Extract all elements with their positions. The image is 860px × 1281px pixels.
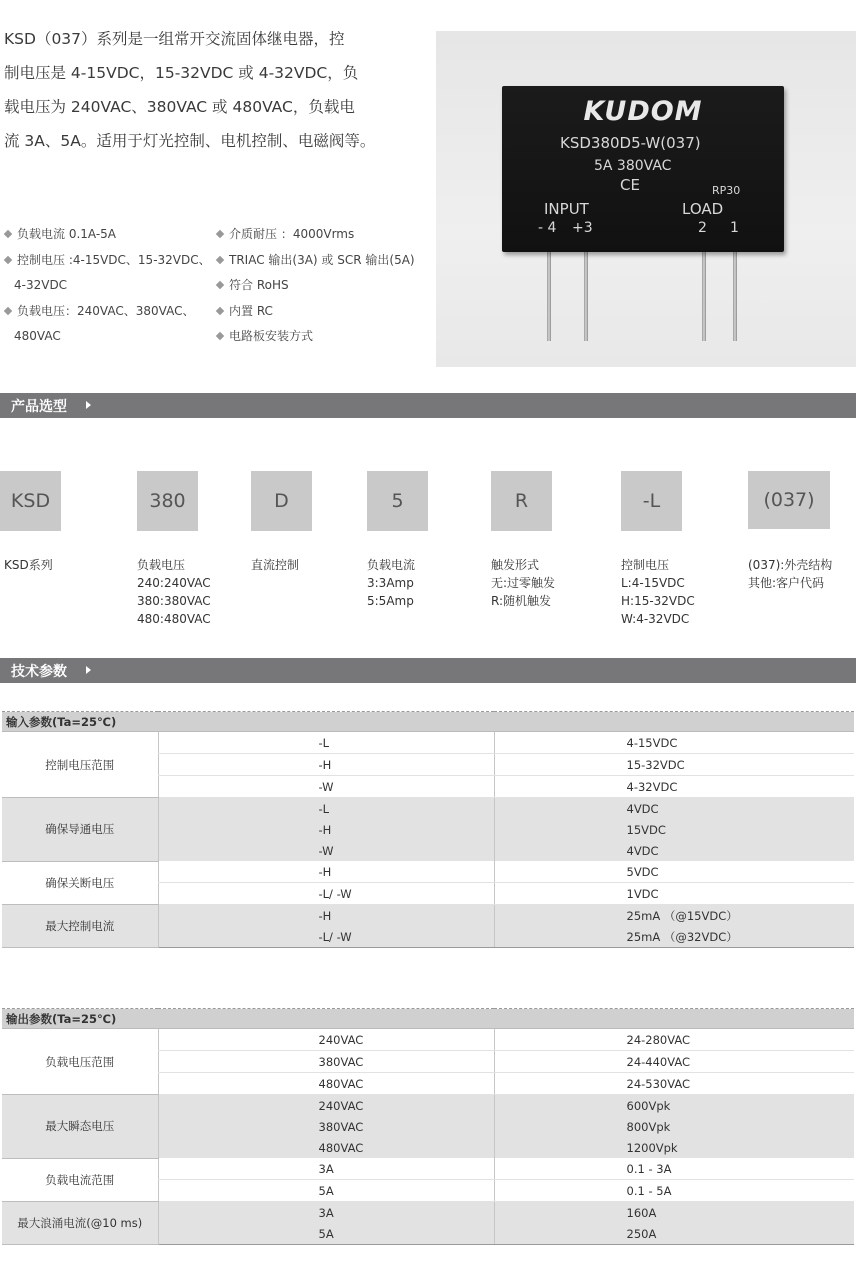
selection-code-current: 5 [367, 471, 428, 531]
intro-line: 流 3A、5A。适用于灯光控制、电机控制、电磁阀等。 [4, 132, 376, 150]
ce-mark: CE [620, 176, 640, 194]
table-row: 控制电压范围 -L 4-15VDC [2, 732, 854, 754]
input-label: INPUT [544, 200, 589, 218]
relay-rating: 5A 380VAC [594, 158, 672, 174]
selection-desc-voltage: 负载电压 240:240VAC 380:380VAC 480:480VAC [137, 558, 211, 626]
relay-model: KSD380D5-W(037) [560, 134, 701, 152]
pin [733, 249, 737, 341]
table-row: -W 4-32VDC [2, 776, 854, 798]
table-row: -L/ -W 25mA （@32VDC） [2, 926, 854, 948]
table-row: 380VAC 800Vpk [2, 1116, 854, 1137]
intro-line: KSD（037）系列是一组常开交流固体继电器，控 [4, 30, 345, 48]
table-row: 480VAC 24-530VAC [2, 1073, 854, 1095]
input-spec-table [2, 711, 854, 948]
diamond-bullet-icon [216, 230, 224, 238]
feature-item: 负载电流 0.1A-5A [4, 222, 211, 248]
rc-label: RP30 [712, 184, 741, 197]
diamond-bullet-icon [216, 306, 224, 314]
relay-body [502, 86, 784, 252]
pin-label-pos: +3 [572, 220, 593, 236]
diamond-bullet-icon [4, 306, 12, 314]
section-bar-specs [0, 658, 856, 683]
section-bar-selection [0, 393, 856, 418]
feature-list-right [216, 222, 415, 350]
selection-desc-series: KSD系列 [4, 558, 53, 572]
feature-list-left [4, 222, 211, 350]
table-row: 最大瞬态电压 240VAC 600Vpk [2, 1095, 854, 1117]
selection-code-voltage: 380 [137, 471, 198, 531]
param-label: 控制电压范围 [2, 732, 158, 798]
section-title: 产品选型 [11, 399, 67, 415]
table-row: 负载电压范围 240VAC 24-280VAC [2, 1029, 854, 1051]
selection-code-trigger: R [491, 471, 552, 531]
pin [547, 249, 551, 341]
diamond-bullet-icon [4, 255, 12, 263]
feature-item-continued: 4-32VDC [14, 278, 68, 292]
brand-logo: KUDOM [583, 96, 703, 127]
output-spec-table [2, 1008, 854, 1245]
param-label: 最大控制电流 [2, 905, 158, 948]
feature-item: 电路板安装方式 [216, 324, 415, 350]
feature-item-continued: 480VAC [14, 329, 61, 343]
table-row: -H 15-32VDC [2, 754, 854, 776]
arrow-right-icon [86, 401, 91, 409]
table-row: -H 15VDC [2, 819, 854, 840]
table-row: 负载电流范围 3A 0.1 - 3A [2, 1158, 854, 1180]
selection-desc-current: 负载电流 3:3Amp 5:5Amp [367, 558, 416, 608]
pin-label-1: 1 [730, 220, 739, 236]
table-row: 5A 0.1 - 5A [2, 1180, 854, 1202]
product-photo [436, 31, 856, 367]
feature-item: 介质耐压 ：4000Vrms [216, 222, 415, 248]
load-label: LOAD [682, 200, 724, 218]
selection-desc-ctrl-voltage: 控制电压 L:4-15VDC H:15-32VDC W:4-32VDC [621, 558, 695, 626]
param-label: 确保关断电压 [2, 861, 158, 905]
table-title: 输入参数(Ta=25℃) [2, 712, 854, 732]
selection-desc-control: 直流控制 [251, 558, 300, 572]
table-row: 480VAC 1200Vpk [2, 1137, 854, 1158]
param-label: 最大瞬态电压 [2, 1095, 158, 1159]
feature-item: 内置 RC [216, 299, 415, 325]
table-row: 380VAC 24-440VAC [2, 1051, 854, 1073]
pin [702, 249, 706, 341]
table-row: -L/ -W 1VDC [2, 883, 854, 905]
intro-paragraph [4, 22, 376, 158]
diamond-bullet-icon [216, 255, 224, 263]
intro-line: 制电压是 4-15VDC，15-32VDC 或 4-32VDC，负 [4, 64, 359, 82]
table-row: 最大控制电流 -H 25mA （@15VDC） [2, 905, 854, 927]
table-title: 输出参数(Ta=25℃) [2, 1009, 854, 1029]
pin-label-2: 2 [698, 220, 707, 236]
table-row: 5A 250A [2, 1223, 854, 1245]
table-row: 确保导通电压 -L 4VDC [2, 798, 854, 820]
diamond-bullet-icon [216, 332, 224, 340]
feature-item: 符合 RoHS [216, 273, 415, 299]
feature-item: 控制电压 :4-15VDC、15-32VDC、 [4, 248, 211, 274]
table-row: 最大浪涌电流(@10 ms) 3A 160A [2, 1202, 854, 1224]
table-row: 确保关断电压 -H 5VDC [2, 861, 854, 883]
selection-code-control: D [251, 471, 312, 531]
param-label: 最大浪涌电流(@10 ms) [2, 1202, 158, 1245]
param-label: 负载电压范围 [2, 1029, 158, 1095]
selection-desc-housing: (037):外壳结构 其他:客户代码 [748, 558, 833, 590]
diamond-bullet-icon [4, 230, 12, 238]
param-label: 负载电流范围 [2, 1158, 158, 1202]
feature-item: TRIAC 输出(3A) 或 SCR 输出(5A) [216, 248, 415, 274]
arrow-right-icon [86, 666, 91, 674]
intro-line: 载电压为 240VAC、380VAC 或 480VAC，负载电 [4, 98, 355, 116]
param-label: 确保导通电压 [2, 798, 158, 862]
pin [584, 249, 588, 341]
diamond-bullet-icon [216, 281, 224, 289]
section-title: 技术参数 [11, 664, 67, 680]
feature-item: 负载电压：240VAC、380VAC、 [4, 299, 211, 325]
pin-label-neg: - 4 [538, 220, 557, 236]
selection-code-housing: (037) [748, 471, 830, 529]
selection-code-ctrl-voltage: -L [621, 471, 682, 531]
selection-desc-trigger: 触发形式 无:过零触发 R:随机触发 [491, 558, 556, 608]
selection-code-series: KSD [0, 471, 61, 531]
table-row: -W 4VDC [2, 840, 854, 861]
